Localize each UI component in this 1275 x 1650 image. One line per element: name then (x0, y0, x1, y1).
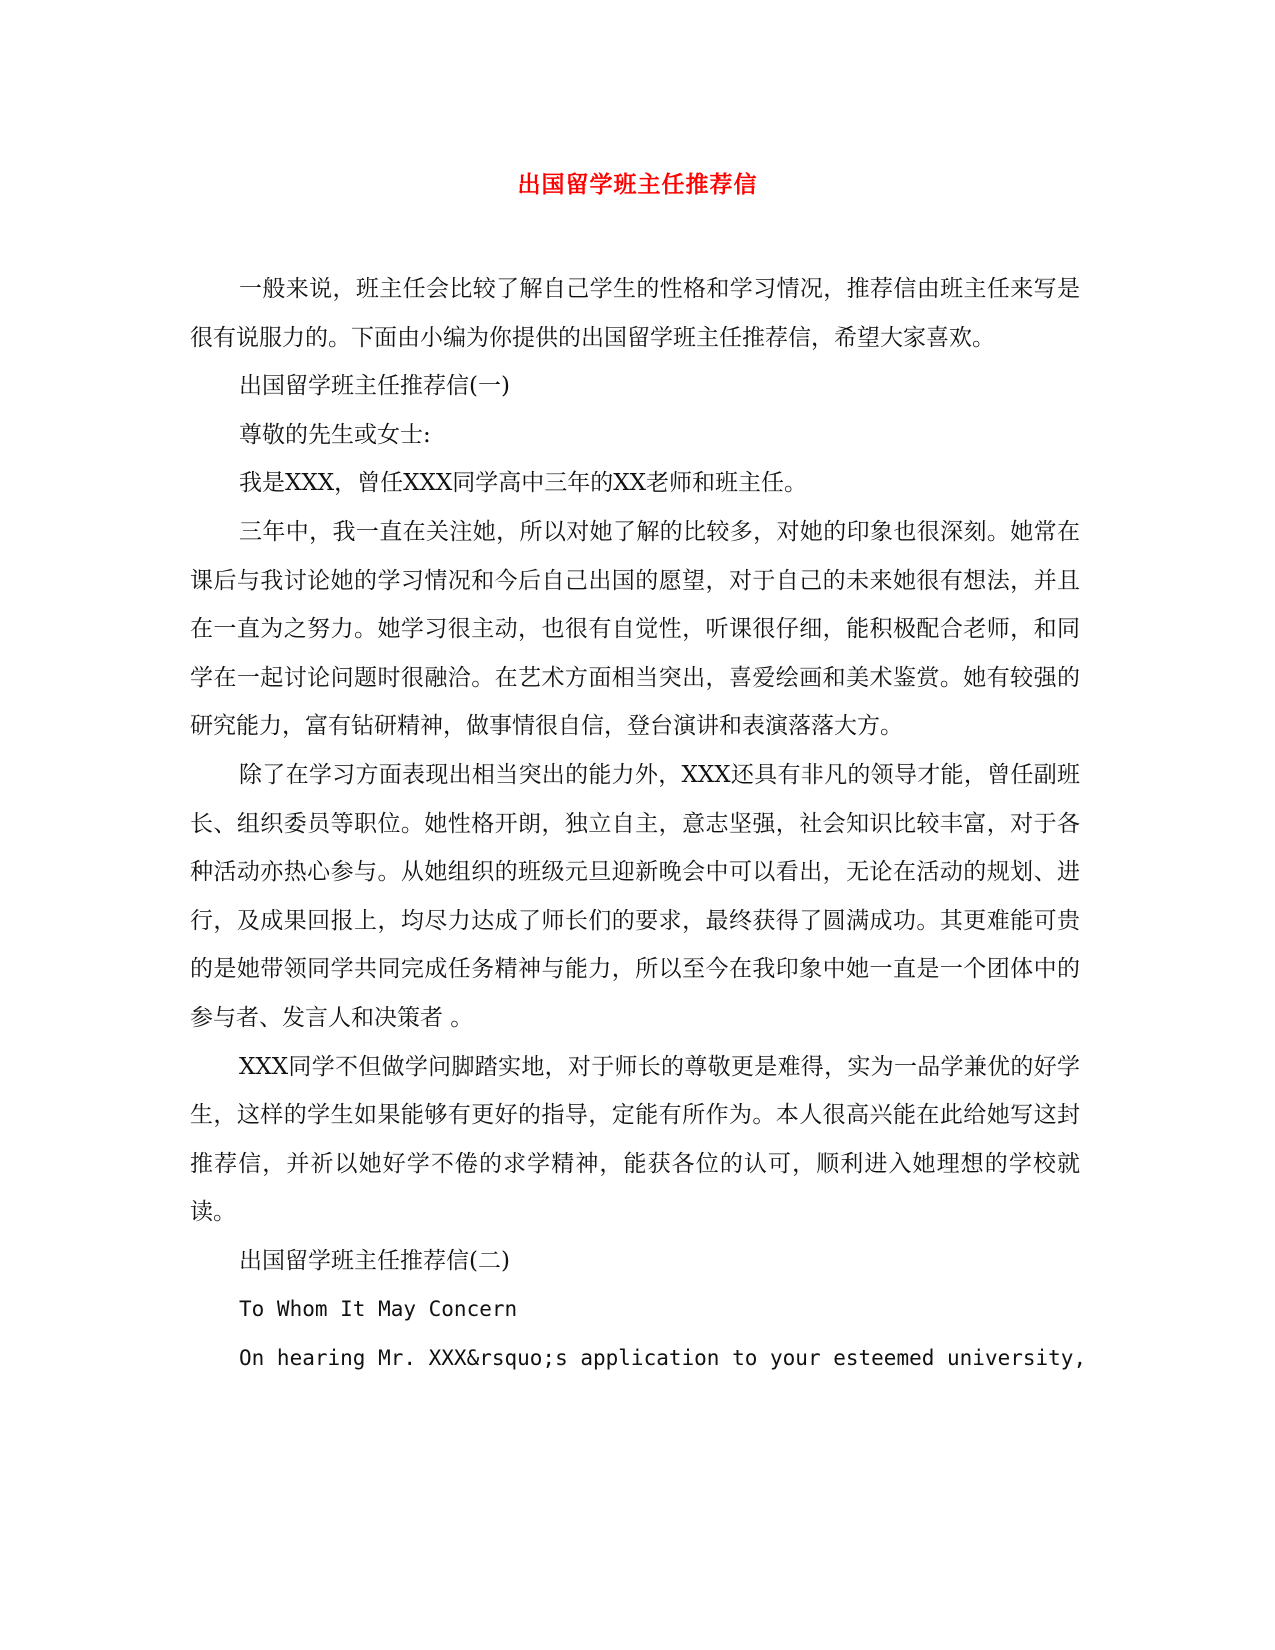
letter-paragraph: 除了在学习方面表现出相当突出的能力外，XXX还具有非凡的领导才能，曾任副班长、组织委员等职位。她性格开朗，独立自主，意志坚强，社会知识比较丰富，对于各种活动亦热心参与。从她组织的班级元旦迎新晚会中可以看出，无论在活动的规划、进行，及成果回报上，均尽力达成了师长们的要求，最终获得了圆满成功。其更难能可贵的是她带领同学共同完成任务精神与能力，所以至今在我印象中她一直是一个团体中的参与者、发言人和决策者 。 (190, 761, 1080, 1031)
english-paragraph: On hearing Mr. XXX&rsquo;s application to your esteemed university, (239, 1346, 1087, 1371)
section-heading-one: 出国留学班主任推荐信(一) (239, 373, 510, 400)
english-salutation: To Whom It May Concern (239, 1297, 518, 1322)
letter-paragraph: 我是XXX，曾任XXX同学高中三年的XX老师和班主任。 (239, 470, 807, 497)
document-title: 出国留学班主任推荐信 (517, 171, 758, 198)
document-body (190, 265, 1087, 1383)
intro-paragraph: 一般来说，班主任会比较了解自己学生的性格和学习情况，推荐信由班主任来写是很有说服力的。下面由小编为你提供的出国留学班主任推荐信，希望大家喜欢。 (190, 276, 1080, 351)
letter-paragraph: XXX同学不但做学问脚踏实地，对于师长的尊敬更是难得，实为一品学兼优的好学生，这样的学生如果能够有更好的指导，定能有所作为。本人很高兴能在此给她写这封推荐信，并祈以她好学不倦的求学精神，能获各位的认可，顺利进入她理想的学校就读。 (190, 1053, 1080, 1226)
letter-salutation: 尊敬的先生或女士: (239, 421, 431, 448)
section-heading-two: 出国留学班主任推荐信(二) (239, 1247, 510, 1274)
letter-paragraph: 三年中，我一直在关注她，所以对她了解的比较多，对她的印象也很深刻。她常在课后与我讨论她的学习情况和今后自己出国的愿望，对于自己的未来她很有想法，并且在一直为之努力。她学习很主动，也很有自觉性，听课很仔细，能积极配合老师，和同学在一起讨论问题时很融洽。在艺术方面相当突出，喜爱绘画和美术鉴赏。她有较强的研究能力，富有钻研精神，做事情很自信，登台演讲和表演落落大方。 (190, 518, 1080, 740)
